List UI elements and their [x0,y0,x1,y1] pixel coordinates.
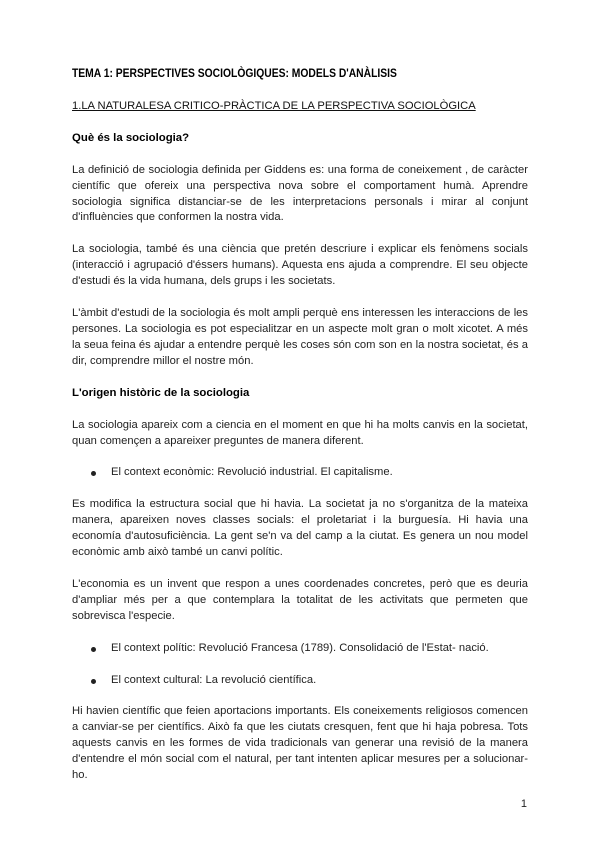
list-item: El context polític: Revolució Francesa (1789). Consolidació de l'Estat- nació. [91,641,528,657]
bullet-list [72,465,528,481]
document-subtitle: 1.LA NATURALESA CRITICO-PRÀCTICA DE LA PERSPECTIVA SOCIOLÒGICA [72,99,476,112]
paragraph: L'economia es un invent que respon a unes coordenades concretes, però que es deuria d'ampliar més per a que contemplara la totalitat de les activitats que permeten que sobrevisca l'especie. [72,577,528,622]
paragraph: Hi havien científic que feien aportacions importants. Els coneixements religiosos comencen a canviar-se per científics. Això fa que les ciutats cresquen, fent que hi haja pobresa. Tots aquests canvis en les formes de vida tradicionals van generar una revisió de la manera d'entendre el món social com el natural, per tant intenten aplicar mesures per a solucionar-ho. [72,705,528,782]
paragraph: La definició de sociologia definida per Giddens es: una forma de coneixement , de caràcter científic que ofereix una perspectiva nova sobre el comportament humà. Aprendre sociologia significa distanciar-se de les interpretacions personals i mirar al conjunt d'influències que conformen la nostra vida. [72,163,528,224]
bullet-list [72,673,528,689]
bullet-list [72,641,528,657]
document-title: TEMA 1: PERSPECTIVES SOCIOLÒGIQUES: MODELS D'ANÀLISIS [72,66,397,80]
section-heading-origen: L'origen històric de la sociologia [72,386,250,399]
page-number: 1 [520,798,527,810]
list-item: El context econòmic: Revolució industrial. El capitalisme. [91,465,528,481]
list-item: El context cultural: La revolució científica. [91,673,528,689]
paragraph: Es modifica la estructura social que hi havia. La societat ja no s'organitza de la mateixa manera, apareixen noves classes socials: el proletariat i la burguesía. Hi havia una economía d'autosuficiència. La gent se'n va del camp a la ciutat. Es genera un nou model econòmic amb això també un canvi polític. [72,498,528,559]
paragraph: L'àmbit d'estudi de la sociologia és molt ampli perquè ens interessen les interaccions de les persones. La sociologia es pot especialitzar en un aspecte molt gran o molt xicotet. A més la seua feina és ajudar a entendre perquè les coses són com son en la nostra societat, és a dir, comprendre millor el nostre món. [72,307,528,367]
section-heading-que-es: Què és la sociologia? [72,131,190,144]
paragraph: La sociologia apareix com a ciencia en el moment en que hi ha molts canvis en la societat, quan començen a apareixer preguntes de manera diferent. [72,418,528,447]
paragraph: La sociologia, també és una ciència que pretén descriure i explicar els fenòmens socials (interacció i agrupació d'éssers humans). Aquesta ens ajuda a comprendre. El seu objecte d'estudi és la vida humana, dels grups i les societats. [72,243,528,288]
